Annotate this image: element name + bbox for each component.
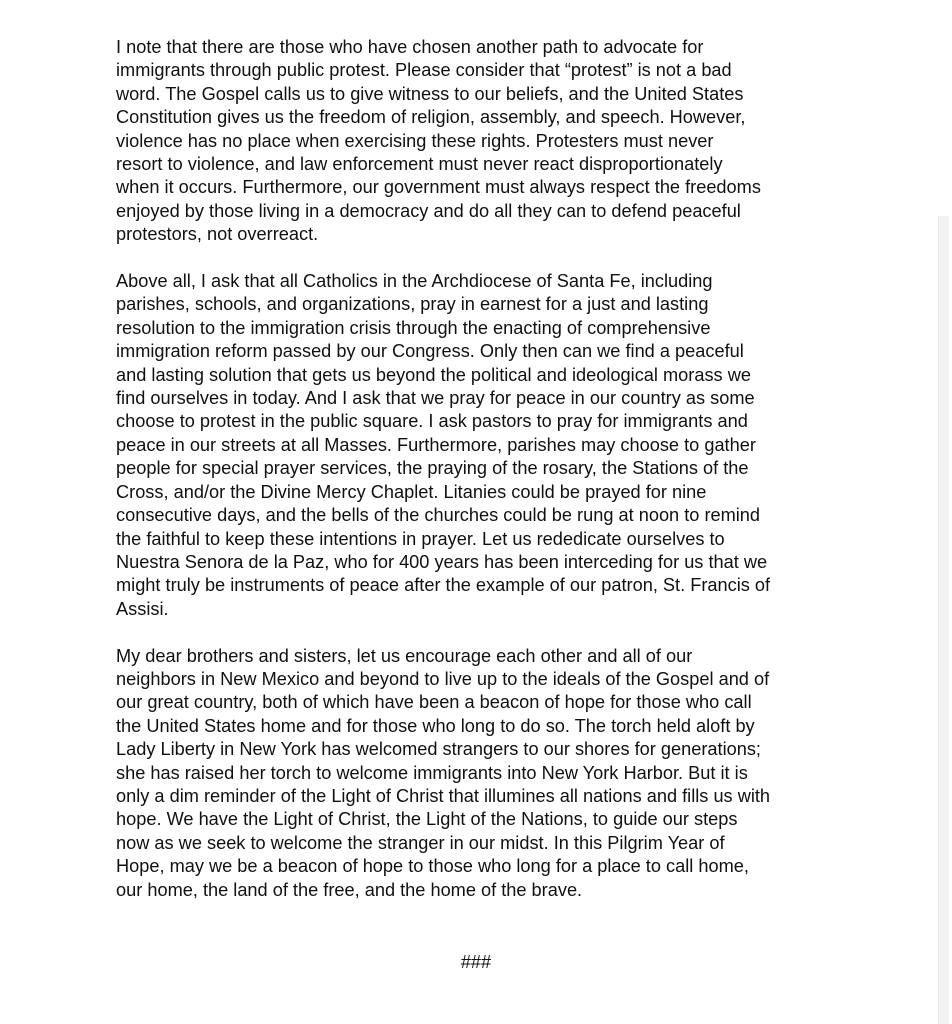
end-of-document-mark: ### xyxy=(460,952,492,972)
paragraph-prayer: Above all, I ask that all Catholics in the Archdiocese of Santa Fe, including parishes, schools, and organizations, pray in earnest for a just and lasting resolution to the immigration crisis through the enacting of comprehensive immigration reform passed by our Congress. Only then can we find a peaceful and lasting solution that gets us beyond the political and ideological morass we find ourselves in today. And I ask that we pray for peace in our country as some choose to protest in the public square. I ask pastors to pray for immigrants and peace in our streets at all Masses. Furthermore, parishes may choose to gather people for special prayer services, the praying of the rosary, the Stations of the Cross, and/or the Divine Mercy Chaplet. Litanies could be prayed for nine consecutive days, and the bells of the churches could be rung at noon to remind the faithful to keep these intentions in prayer. Let us rededicate ourselves to Nuestra Senora de la Paz, who for 400 years has been interceding for us that we might truly be instruments of peace after the example of our patron, St. Francis of Assisi. xyxy=(116,271,771,619)
paragraph-gap xyxy=(116,621,856,644)
paragraph-closing: My dear brothers and sisters, let us encourage each other and all of our neighbors in New Mexico and beyond to live up to the ideals of the Gospel and of our great country, both of which have been a beacon of hope for those who call the United States home and for those who long to do so. The torch held aloft by Lady Liberty in New York has welcomed strangers to our shores for generations; she has raised her torch to welcome immigrants into New York Harbor. But it is only a dim reminder of the Light of Christ that illumines all nations and fills us with hope. We have the Light of Christ, the Light of the Nations, to guide our steps now as we seek to welcome the stranger in our midst. In this Pilgrim Year of Hope, may we be a beacon of hope to those who long for a place to call home, our home, the land of the free, and the home of the brave. xyxy=(116,645,771,900)
document-body xyxy=(116,36,856,902)
scrollbar-track[interactable] xyxy=(938,216,949,1024)
paragraph-gap xyxy=(116,247,856,270)
paragraph-protest: I note that there are those who have chosen another path to advocate for immigrants through public protest. Please consider that “protest” is not a bad word. The Gospel calls us to give witness to our beliefs, and the United States Constitution gives us the freedom of religion, assembly, and speech. However, violence has no place when exercising these rights. Protesters must never resort to violence, and law enforcement must never react disproportionately when it occurs. Furthermore, our government must always respect the freedoms enjoyed by those living in a democracy and do all they can to defend peaceful protestors, not overreact. xyxy=(116,37,761,245)
